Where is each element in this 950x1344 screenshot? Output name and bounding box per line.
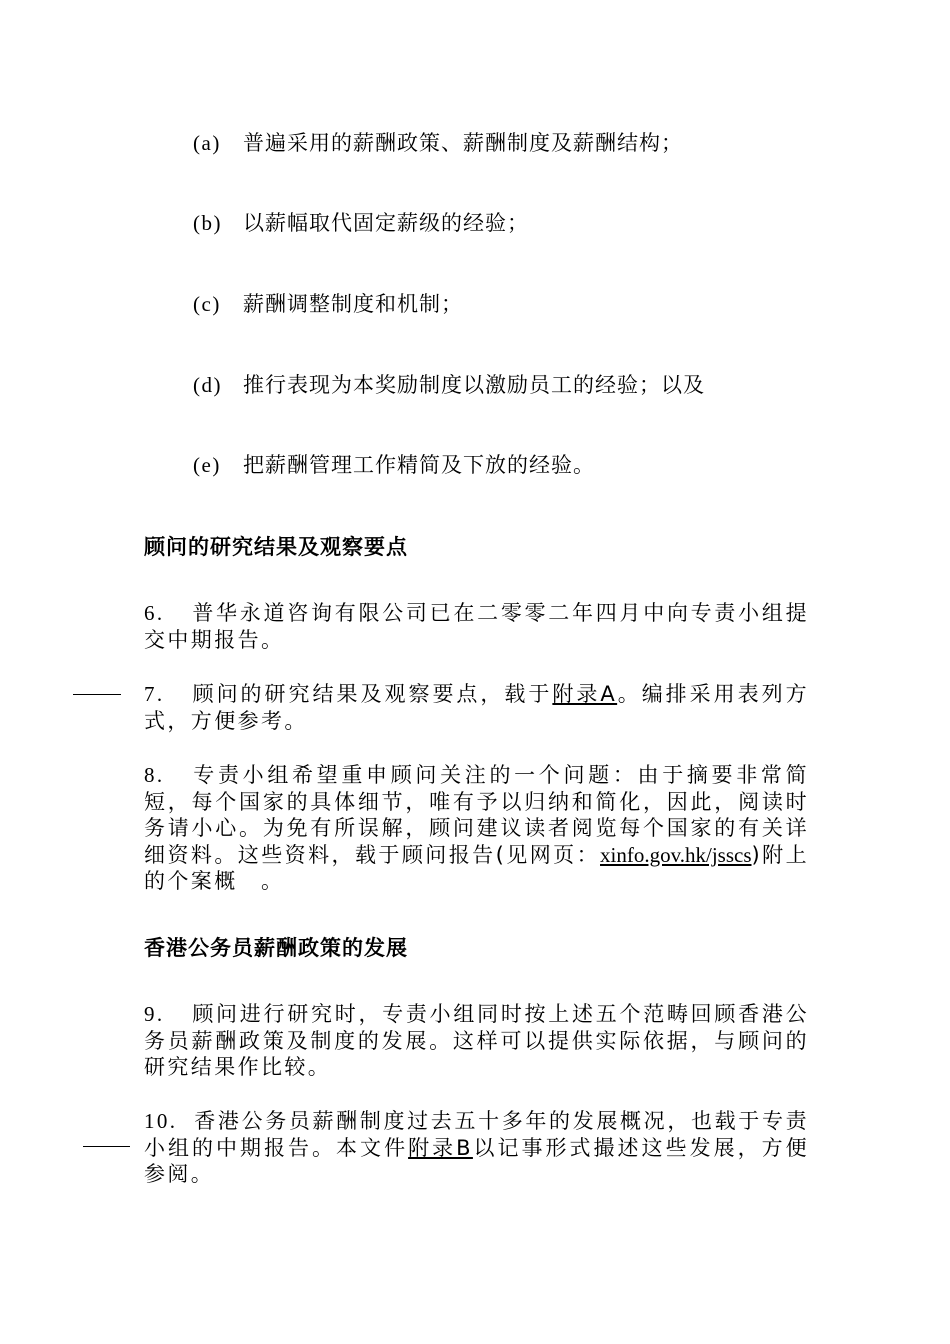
paragraph-text: 。编排采用表列方式，方便参考。	[144, 682, 810, 733]
list-marker: (b)	[193, 211, 222, 235]
paragraph-text: )附上的个案概 。	[144, 842, 809, 893]
list-item-text: 薪酬调整制度和机制；	[243, 292, 463, 316]
list-marker: (c)	[193, 292, 221, 316]
paragraph-number: 8.	[144, 763, 165, 787]
paragraph-number: 7.	[144, 682, 165, 706]
section-heading-findings: 顾问的研究结果及观察要点	[144, 535, 408, 559]
paragraph-9	[144, 1001, 809, 1081]
list-item-text: 推行表现为本奖励制度以激励员工的经验；以及	[243, 373, 705, 397]
website-link[interactable]: xinfo.gov.hk/jsscs	[600, 842, 752, 867]
list-item-c	[193, 290, 463, 318]
paragraph-text: 顾问的研究结果及观察要点，载于	[192, 682, 553, 706]
list-item-text: 把薪酬管理工作精简及下放的经验。	[243, 453, 595, 477]
paragraph-text: 专责小组希望重申顾问关注的一个问题：由于摘要非常简短，每个国家的具体细节，唯有予以归纳和简化，因此，阅读时务请小心。为免有所误解，顾问建议读者阅览每个国家的有关详细资料。这些资料，载于顾问报告(见网页：	[144, 763, 809, 867]
list-marker: (e)	[193, 453, 221, 477]
list-item-a	[193, 129, 683, 157]
paragraph-10	[144, 1108, 809, 1188]
margin-marker-dash	[73, 694, 121, 695]
list-marker: (a)	[193, 131, 221, 155]
paragraph-number: 9.	[144, 1002, 165, 1026]
list-item-d	[193, 371, 705, 399]
margin-marker-dash	[83, 1146, 130, 1147]
list-item-text: 以薪幅取代固定薪级的经验；	[243, 211, 529, 235]
appendix-b-link[interactable]: 附录B	[408, 1135, 473, 1160]
paragraph-text: 顾问进行研究时，专责小组同时按上述五个范畴回顾香港公务员薪酬政策及制度的发展。这样可以提供实际依据，与顾问的研究结果作比较。	[144, 1002, 809, 1079]
paragraph-8	[144, 762, 809, 895]
paragraph-number: 6.	[144, 601, 165, 625]
paragraph-text: 以记事形式撮述这些发展，方便参阅。	[144, 1135, 809, 1186]
paragraph-7	[144, 681, 809, 734]
list-item-b	[193, 209, 529, 237]
paragraph-text: 香港公务员薪酬制度过去五十多年的发展概况，也载于专责小组的中期报告。本文件	[144, 1109, 809, 1160]
paragraph-number: 10.	[144, 1109, 178, 1133]
paragraph-text: 普华永道咨询有限公司已在二零零二年四月中向专责小组提交中期报告。	[144, 601, 809, 652]
section-heading-hk-pay-policy: 香港公务员薪酬政策的发展	[144, 936, 408, 960]
list-item-e	[193, 451, 595, 479]
list-marker: (d)	[193, 373, 222, 397]
paragraph-6	[144, 600, 809, 653]
list-item-text: 普遍采用的薪酬政策、薪酬制度及薪酬结构；	[243, 131, 683, 155]
appendix-a-link[interactable]: 附录A	[552, 682, 618, 706]
